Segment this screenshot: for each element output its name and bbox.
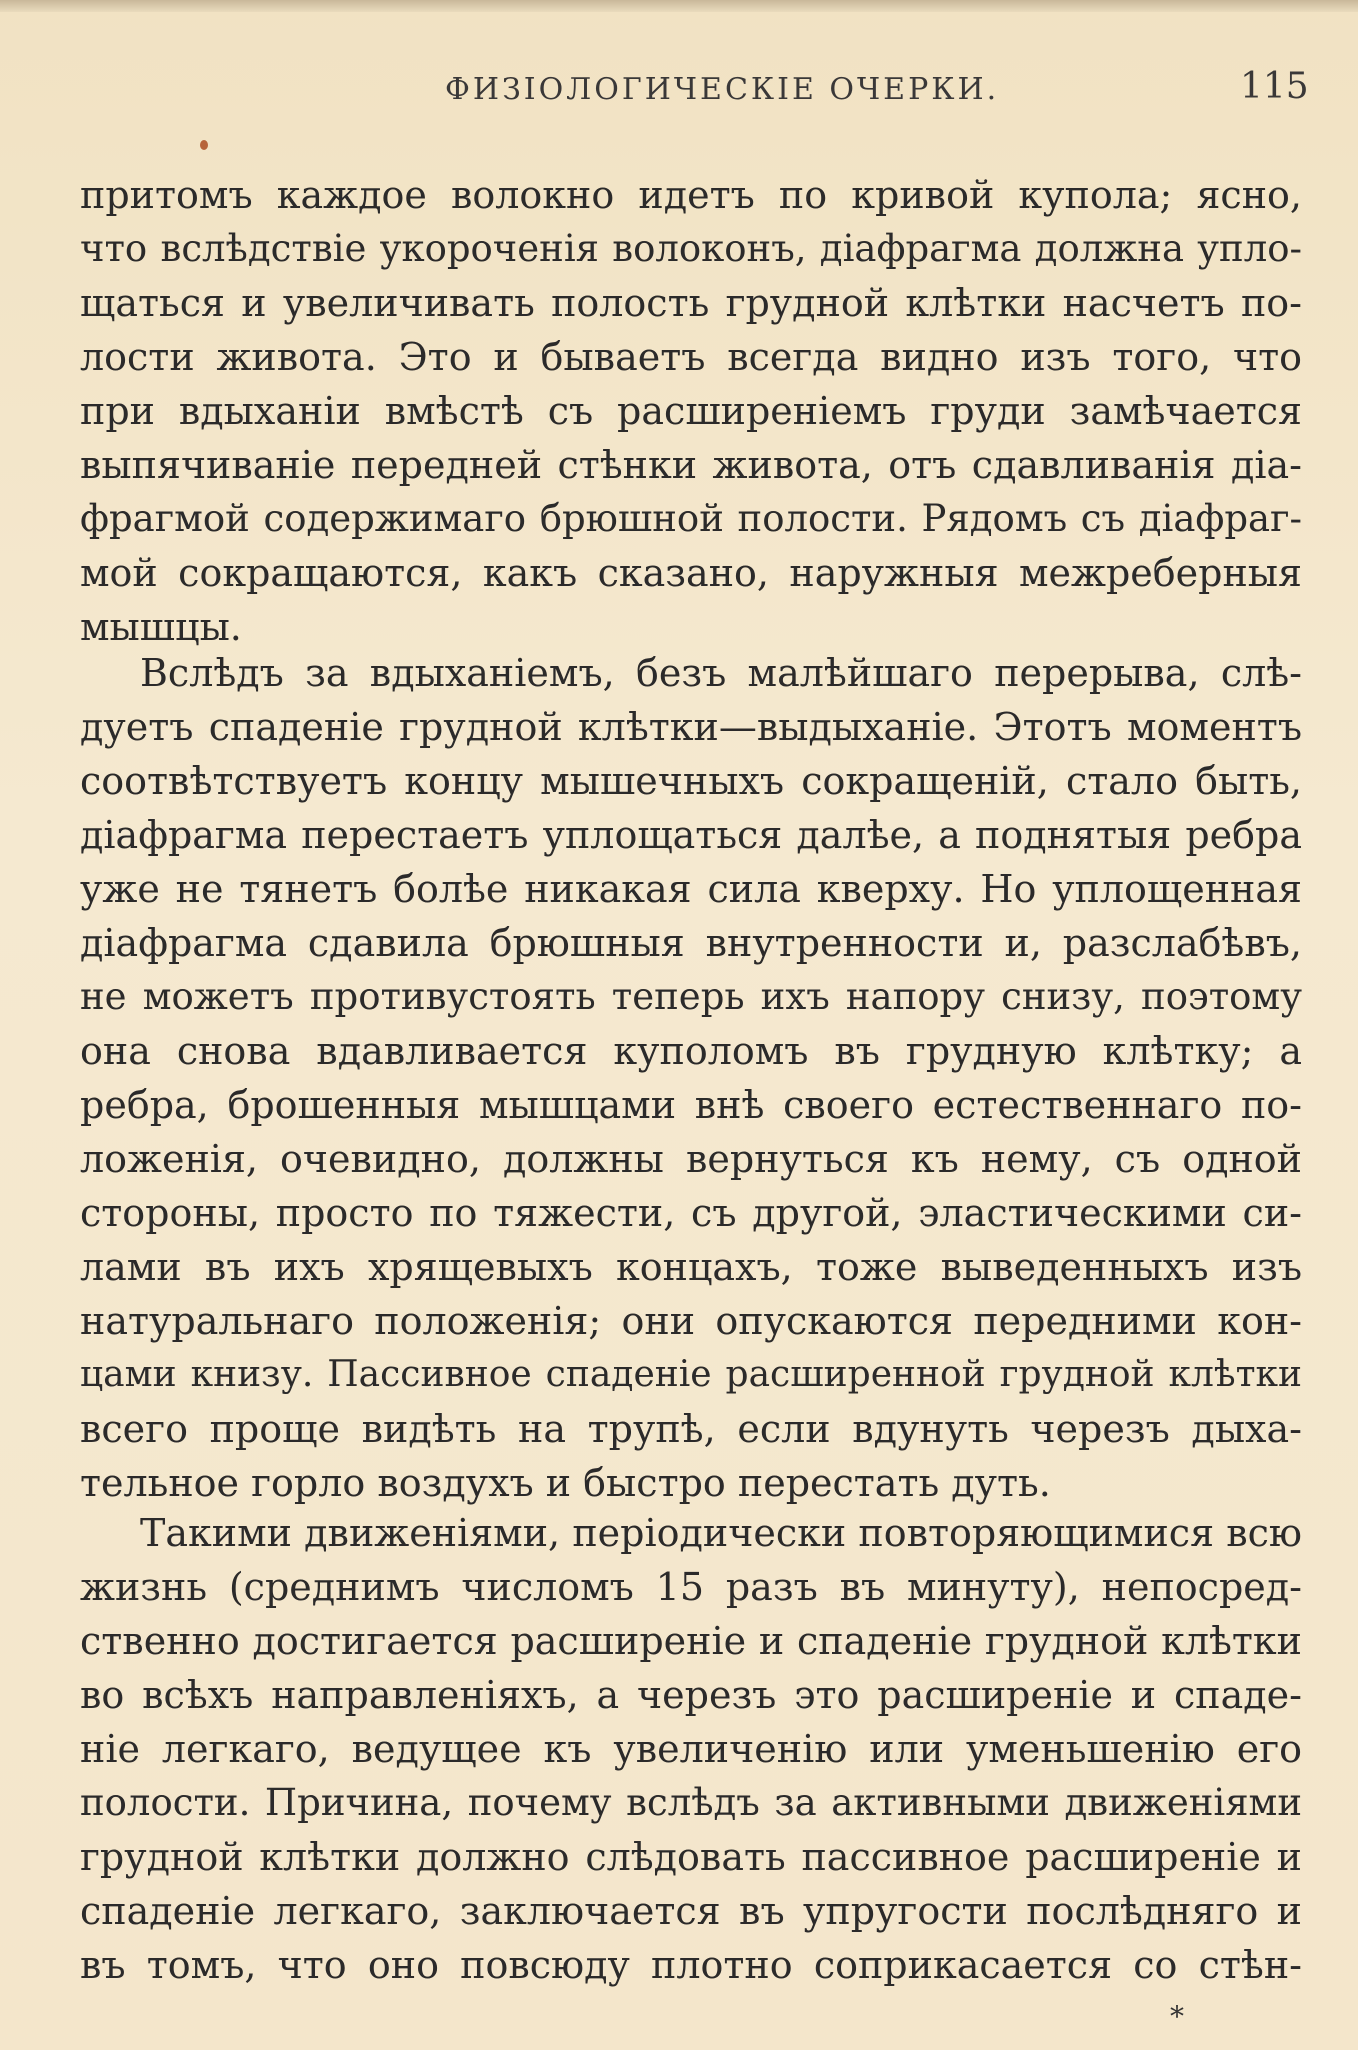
text-line: дуетъ спаденіе грудной клѣтки—выдыханіе. Этотъ моментъ <box>80 705 1302 749</box>
page-number: 115 <box>1240 66 1309 107</box>
text-line: ніе легкаго, ведущее къ увеличенію или уменьшенію его <box>80 1727 1302 1771</box>
paragraph-2 <box>80 646 1302 1510</box>
text-line: соотвѣтствуетъ концу мышечныхъ сокращеній, стало быть, <box>80 759 1302 803</box>
running-head: ФИЗIОЛОГИЧЕСКIЕ ОЧЕРКИ. <box>445 72 1000 107</box>
text-line: лами въ ихъ хрящевыхъ концахъ, тоже выведенныхъ изъ <box>80 1245 1302 1289</box>
text-line: грудной клѣтки должно слѣдовать пассивное расширеніе и <box>80 1835 1302 1879</box>
text-line: мышцы. <box>80 605 242 649</box>
text-line: во всѣхъ направленіяхъ, а черезъ это расширеніе и спаде- <box>80 1673 1302 1717</box>
text-line: уже не тянетъ болѣе никакая сила кверху. Но уплощенная <box>80 867 1302 911</box>
text-line: полости. Причина, почему вслѣдъ за активными движеніями <box>80 1781 1302 1824</box>
text-line: діафрагма сдавила брюшныя внутренности и, разслабѣвъ, <box>80 921 1302 965</box>
text-line: спаденіе легкаго, заключается въ упругости послѣдняго и <box>80 1889 1302 1933</box>
paragraph-1 <box>80 168 1302 654</box>
text-line: притомъ каждое волокно идетъ по кривой купола; ясно, <box>80 173 1302 217</box>
text-line: натуральнаго положенія; они опускаются передними кон- <box>80 1299 1302 1343</box>
text-line: діафрагма перестаетъ уплощаться далѣе, а поднятыя ребра <box>80 813 1302 857</box>
ink-spot <box>200 140 208 150</box>
footer-mark: * <box>1170 2000 1184 2033</box>
text-line: она снова вдавливается куполомъ въ грудную клѣтку; а <box>80 1029 1302 1073</box>
text-line: щаться и увеличивать полость грудной клѣтки насчетъ по- <box>80 281 1302 325</box>
text-line: что вслѣдствіе укороченія волоконъ, діафрагма должна упло- <box>80 227 1302 270</box>
text-line: всего проще видѣть на трупѣ, если вдунуть черезъ дыха- <box>80 1407 1302 1451</box>
text-line: Вслѣдъ за вдыханіемъ, безъ малѣйшаго перерыва, слѣ- <box>140 651 1302 695</box>
text-line: цами книзу. Пассивное спаденіе расширенной грудной клѣтки <box>80 1354 1302 1395</box>
text-line: ребра, брошенныя мышцами внѣ своего естественнаго по- <box>80 1083 1302 1127</box>
text-line: стороны, просто по тяжести, съ другой, эластическими си- <box>80 1191 1302 1235</box>
text-line: фрагмой содержимаго брюшной полости. Рядомъ съ діафраг- <box>80 497 1302 540</box>
text-line: не можетъ противустоять теперь ихъ напору снизу, поэтому <box>80 975 1302 1018</box>
text-line: лости живота. Это и бываетъ всегда видно изъ того, что <box>80 335 1302 379</box>
text-line: мой сокращаются, какъ сказано, наружныя межреберныя <box>80 551 1302 595</box>
text-line: ложенія, очевидно, должны вернуться къ нему, съ одной <box>80 1137 1302 1181</box>
text-line: выпячиваніе передней стѣнки живота, отъ сдавливанія діа- <box>80 443 1302 487</box>
text-line: при вдыханіи вмѣстѣ съ расширеніемъ груди замѣчается <box>80 389 1302 433</box>
text-line: тельное горло воздухъ и быстро перестать дуть. <box>80 1461 1051 1505</box>
paragraph-3 <box>80 1506 1302 1992</box>
text-line: Такими движеніями, періодически повторяющимися всю <box>140 1511 1302 1555</box>
page-top-edge <box>0 0 1358 12</box>
text-line: жизнь (среднимъ числомъ 15 разъ въ минуту), непосред- <box>80 1565 1302 1609</box>
text-line: въ томъ, что оно повсюду плотно соприкасается со стѣн- <box>80 1943 1302 1987</box>
text-line: ственно достигается расширеніе и спаденіе грудной клѣтки <box>80 1619 1302 1663</box>
